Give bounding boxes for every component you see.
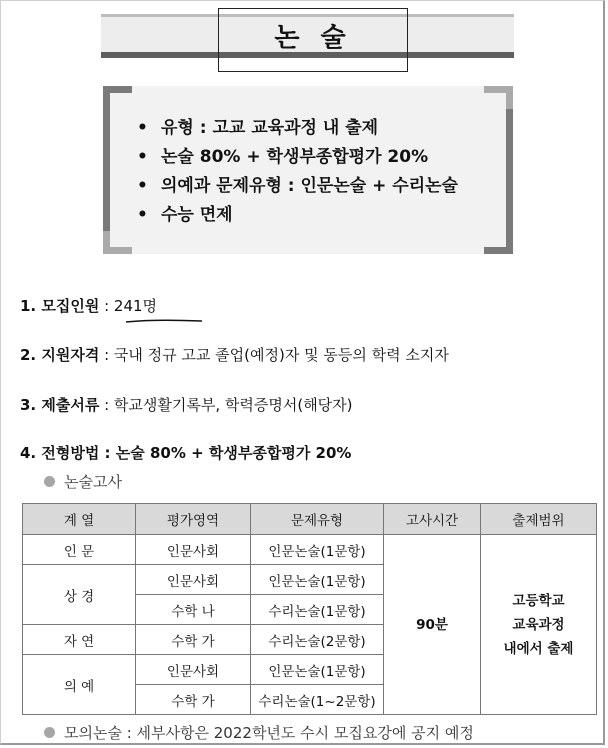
table-header-row <box>23 504 597 535</box>
section-label: 1. 모집인원 <box>20 297 100 315</box>
table-cell-type: 인문논술(1문항) <box>251 565 384 595</box>
circle-bullet-icon <box>44 476 55 487</box>
table-header: 계 열 <box>23 504 136 535</box>
section-eligibility <box>20 344 449 365</box>
table-cell-scope <box>481 535 597 715</box>
section-sep: : <box>99 297 114 315</box>
table-cell-area: 수학 가 <box>136 685 251 715</box>
summary-item <box>137 143 458 172</box>
sub-bullet-text: 논술고사 <box>64 473 122 491</box>
section-value: 241명 <box>113 297 158 315</box>
page-title: 논 술 <box>274 22 352 53</box>
table-cell-area: 수학 나 <box>136 595 251 625</box>
bullet-dot: • <box>137 205 148 225</box>
table-cell-area: 인문사회 <box>136 655 251 685</box>
bullet-dot: • <box>137 176 148 196</box>
section-documents <box>20 394 353 415</box>
summary-item <box>137 114 458 143</box>
table-header: 고사시간 <box>384 504 481 535</box>
table-cell-track: 의 예 <box>23 655 136 715</box>
summary-list <box>137 114 458 230</box>
circle-bullet-icon <box>44 727 55 738</box>
section-value: 학교생활기록부, 학력증명서(해당자) <box>113 396 353 414</box>
table-row <box>23 535 597 565</box>
scope-line: 고등학교 <box>512 592 565 609</box>
section-sep: : <box>99 396 114 414</box>
exam-table <box>22 503 597 715</box>
table-cell-track: 자 연 <box>23 625 136 655</box>
scope-line: 교육과정 <box>512 616 565 633</box>
title-box <box>218 8 408 72</box>
summary-box <box>103 86 513 254</box>
section-label: 3. 제출서류 <box>20 396 100 414</box>
table-cell-track: 인 문 <box>23 535 136 565</box>
table-header: 문제유형 <box>251 504 384 535</box>
table-cell-type: 수리논술(2문항) <box>251 625 384 655</box>
section-label: 2. 지원자격 <box>20 346 100 364</box>
summary-item <box>137 172 458 201</box>
summary-item-text: 유형 : 고교 교육과정 내 출제 <box>161 118 379 138</box>
section-value: 국내 정규 고교 졸업(예정)자 및 동등의 학력 소지자 <box>113 346 449 364</box>
table-cell-type: 인문논술(1문항) <box>251 535 384 565</box>
table-cell-track: 상 경 <box>23 565 136 625</box>
bullet-dot: • <box>137 118 148 138</box>
table-header: 출제범위 <box>481 504 597 535</box>
table-header: 평가영역 <box>136 504 251 535</box>
summary-item <box>137 201 458 230</box>
summary-item-text: 의예과 문제유형 : 인문논술 + 수리논술 <box>161 176 458 196</box>
bullet-dot: • <box>137 147 148 167</box>
table-cell-time: 90분 <box>384 535 481 715</box>
corner-bracket <box>103 231 132 254</box>
corner-bracket <box>484 97 513 254</box>
sub-bullet-essay-exam <box>44 471 122 492</box>
section-selection-method <box>20 442 351 463</box>
sub-bullet-text: 모의논술 : 세부사항은 2022학년도 수시 모집요강에 공지 예정 <box>64 724 474 742</box>
corner-bracket <box>484 86 513 109</box>
section-sep: : <box>99 346 114 364</box>
scope-line: 내에서 출제 <box>503 640 574 657</box>
corner-bracket <box>103 86 132 243</box>
table-cell-area: 인문사회 <box>136 565 251 595</box>
table-cell-type: 수리논술(1~2문항) <box>251 685 384 715</box>
table-cell-area: 수학 가 <box>136 625 251 655</box>
handwritten-underline <box>124 318 204 324</box>
summary-item-text: 수능 면제 <box>161 205 233 225</box>
sub-bullet-mock-essay <box>44 722 474 743</box>
summary-item-text: 논술 80% + 학생부종합평가 20% <box>161 147 429 167</box>
table-cell-area: 인문사회 <box>136 535 251 565</box>
section-label: 4. 전형방법 : 논술 80% + 학생부종합평가 20% <box>20 444 352 462</box>
section-recruit-count <box>20 295 157 316</box>
table-cell-type: 수리논술(1문항) <box>251 595 384 625</box>
table-cell-type: 인문논술(1문항) <box>251 655 384 685</box>
